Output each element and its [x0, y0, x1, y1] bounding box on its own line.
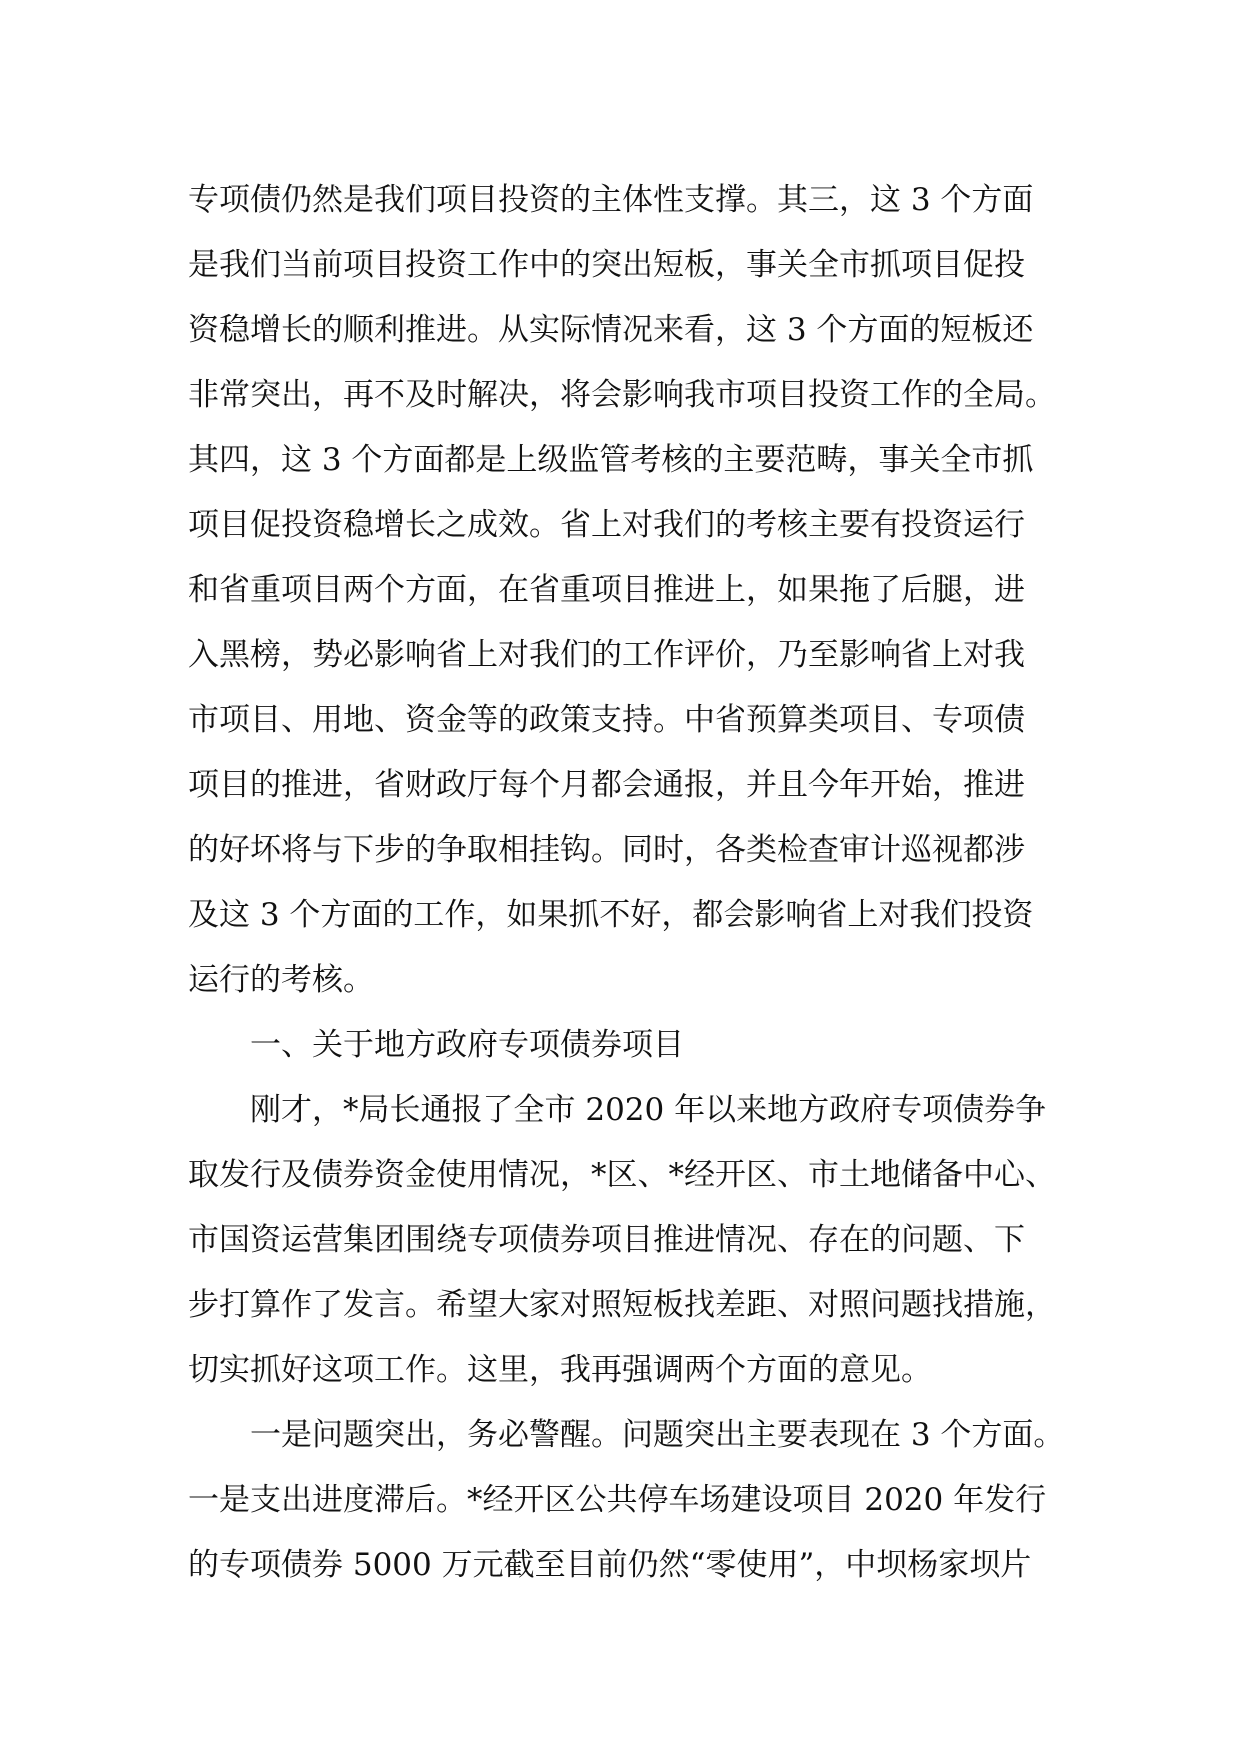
text-line: 项目的推进，省财政厅每个月都会通报，并且今年开始，推进: [188, 767, 1025, 803]
text-line: 运行的考核。: [188, 962, 374, 998]
text-line: 一是支出进度滞后。*经开区公共停车场建设项目 2020 年发行: [188, 1482, 1047, 1518]
text-line: 刚才，*局长通报了全市 2020 年以来地方政府专项债券争: [250, 1092, 1047, 1128]
text-line: 取发行及债券资金使用情况，*区、*经开区、市土地储备中心、: [188, 1157, 1056, 1193]
text-line: 市项目、用地、资金等的政策支持。中省预算类项目、专项债: [188, 702, 1025, 738]
text-line: 一、关于地方政府专项债券项目: [250, 1027, 684, 1063]
text-line: 切实抓好这项工作。这里，我再强调两个方面的意见。: [188, 1352, 932, 1388]
text-line: 项目促投资稳增长之成效。省上对我们的考核主要有投资运行: [188, 507, 1025, 543]
body-text: [188, 168, 1088, 1598]
text-line: 其四，这 3 个方面都是上级监管考核的主要范畴，事关全市抓: [188, 442, 1034, 478]
text-line: 的专项债券 5000 万元截至目前仍然“零使用”，中坝杨家坝片: [188, 1547, 1032, 1583]
text-line: 市国资运营集团围绕专项债券项目推进情况、存在的问题、下: [188, 1222, 1025, 1258]
text-line: 专项债仍然是我们项目投资的主体性支撑。其三，这 3 个方面: [188, 182, 1034, 218]
text-line: 是我们当前项目投资工作中的突出短板，事关全市抓项目促投: [188, 247, 1025, 283]
text-line: 资稳增长的顺利推进。从实际情况来看，这 3 个方面的短板还: [188, 312, 1034, 348]
text-line: 及这 3 个方面的工作，如果抓不好，都会影响省上对我们投资: [188, 897, 1034, 933]
text-line: 一是问题突出，务必警醒。问题突出主要表现在 3 个方面。: [250, 1417, 1065, 1453]
text-line: 步打算作了发言。希望大家对照短板找差距、对照问题找措施，: [188, 1287, 1056, 1323]
text-line: 和省重项目两个方面，在省重项目推进上，如果拖了后腿，进: [188, 572, 1025, 608]
text-line: 的好坏将与下步的争取相挂钩。同时，各类检查审计巡视都涉: [188, 832, 1025, 868]
text-line: 入黑榜，势必影响省上对我们的工作评价，乃至影响省上对我: [188, 637, 1025, 673]
text-line: 非常突出，再不及时解决，将会影响我市项目投资工作的全局。: [188, 377, 1056, 413]
